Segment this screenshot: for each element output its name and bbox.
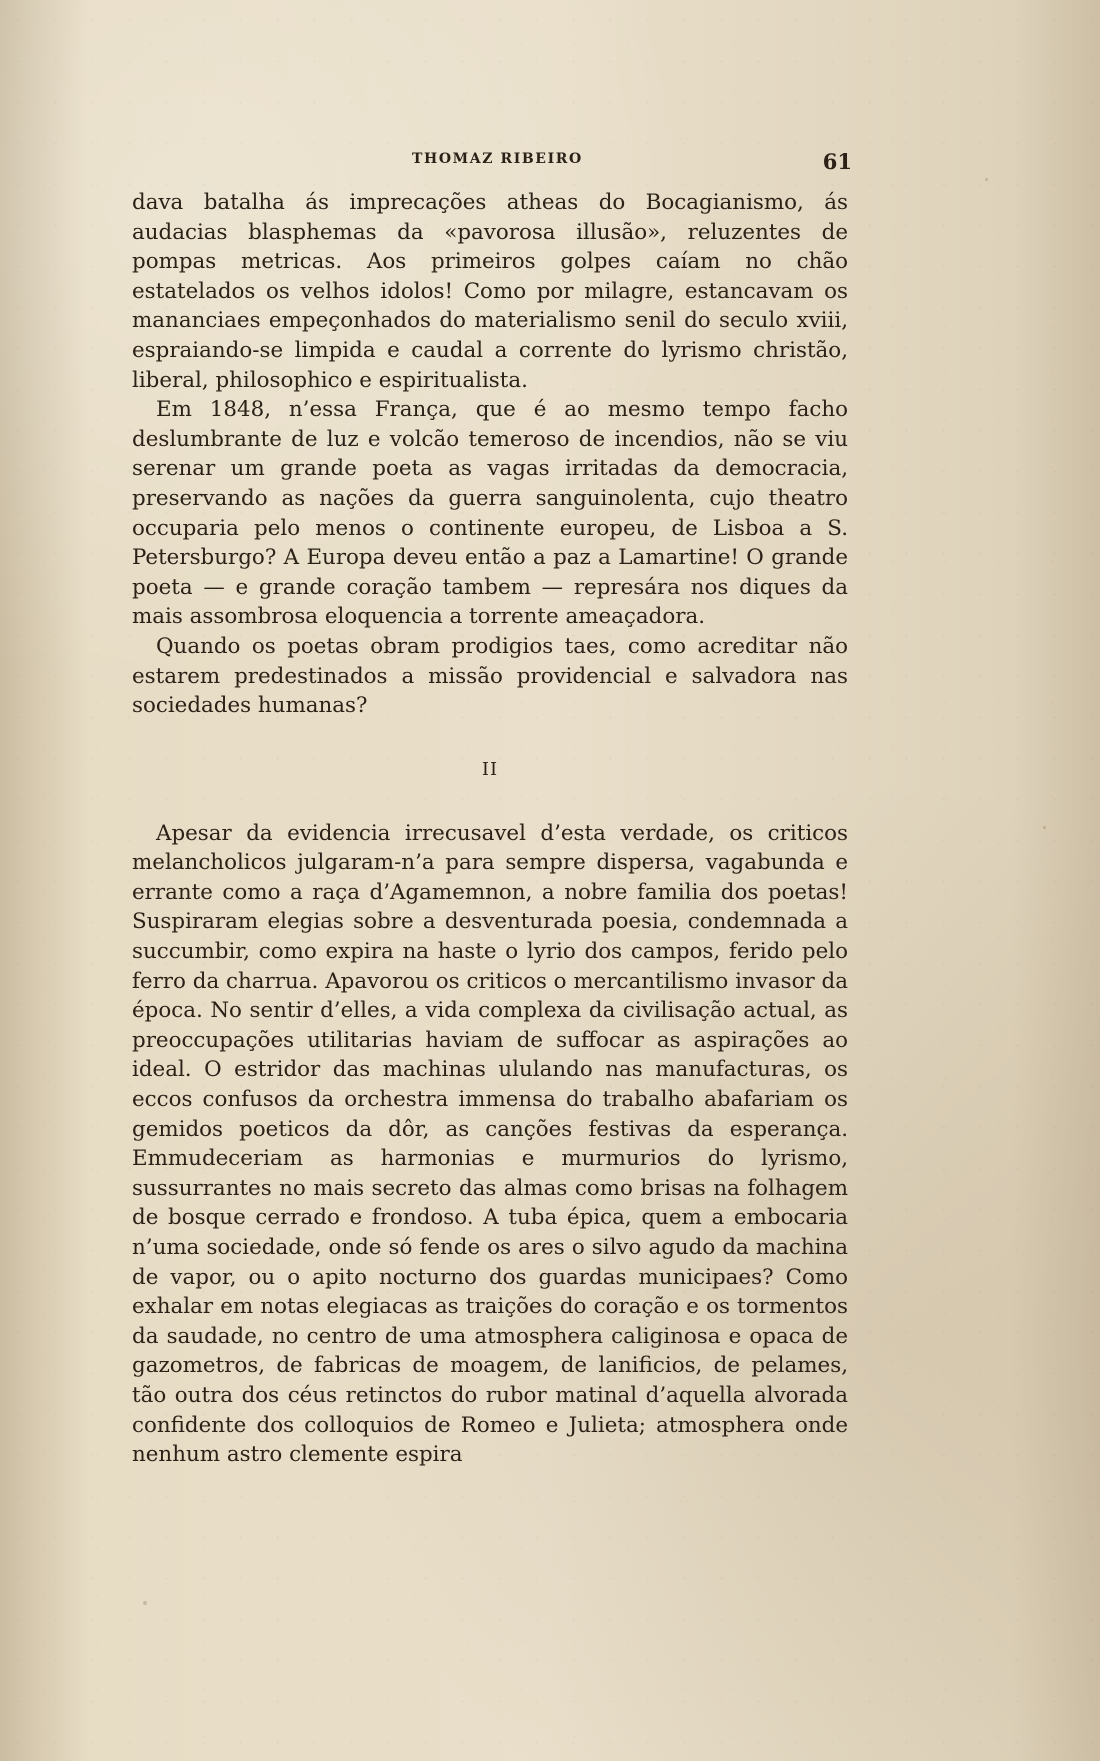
page-body xyxy=(132,188,848,1470)
paper-stain xyxy=(1043,826,1046,829)
paragraph: Apesar da evidencia irrecusavel d’esta verdade, os criticos melancholicos julgaram-n’a para sempre dispersa, vagabunda e errante como a raça d’Agamemnon, a nobre familia dos poetas! Suspiraram elegias sobre a desventurada poesia, condemnada a succumbir, como expira na haste o lyrio dos campos, ferido pelo ferro da charrua. Apavorou os criticos o mercantilismo invasor da época. No sentir d’elles, a vida complexa da civilisação actual, as preoccupações utilitarias haviam de suffocar as aspirações ao ideal. O estridor das machinas ululando nas manufacturas, os eccos confusos da orchestra immensa do trabalho abafariam os gemidos poeticos da dôr, as canções festivas da esperança. Emmudeceriam as harmonias e murmurios do lyrismo, sussurrantes no mais secreto das almas como brisas na folhagem de bosque cerrado e frondoso. A tuba épica, quem a embocaria n’uma sociedade, onde só fende os ares o silvo agudo da machina de vapor, ou o apito nocturno dos guardas municipaes? Como exhalar em notas elegiacas as traições do coração e os tormentos da saudade, no centro de uma atmosphera caliginosa e opaca de gazometros, de fabricas de moagem, de lanificios, de pelames, tão outra dos céus retinctos do rubor matinal d’aquella alvorada confidente dos colloquios de Romeo e Julieta; atmosphera onde nenhum astro clemente espira xyxy=(132,820,848,1468)
paper-stain xyxy=(985,178,988,181)
paragraph: Quando os poetas obram prodigios taes, como acreditar não estarem predestinados a missão providencial e salvadora nas sociedades humanas? xyxy=(132,633,848,719)
paragraph: dava batalha ás imprecações atheas do Bocagianismo, ás audacias blasphemas da «pavorosa illusão», reluzentes de pompas metricas. Aos primeiros golpes caíam no chão estatelados os velhos idolos! Como por milagre, estancavam os mananciaes empeçonhados do materialismo senil do seculo xviii, espraiando-se limpida e caudal a corrente do lyrismo christão, liberal, philosophico e espiritualista. xyxy=(132,190,848,393)
page-number: 61 xyxy=(822,149,852,174)
section-heading: II xyxy=(481,758,499,780)
paragraph: Em 1848, n’essa França, que é ao mesmo tempo facho deslumbrante de luz e volcão temeroso de incendios, não se viu serenar um grande poeta as vagas irritadas da democracia, preservando as nações da guerra sanguinolenta, cujo theatro occuparia pelo menos o continente europeu, de Lisboa a S. Petersburgo? A Europa deveu então a paz a Lamartine! O grande poeta — e grande coração tambem — represára nos diques da mais assombrosa eloquencia a torrente ameaçadora. xyxy=(132,397,848,630)
paper-stain xyxy=(143,1601,147,1605)
page-header xyxy=(132,149,852,174)
running-title: THOMAZ RIBEIRO xyxy=(412,151,583,167)
